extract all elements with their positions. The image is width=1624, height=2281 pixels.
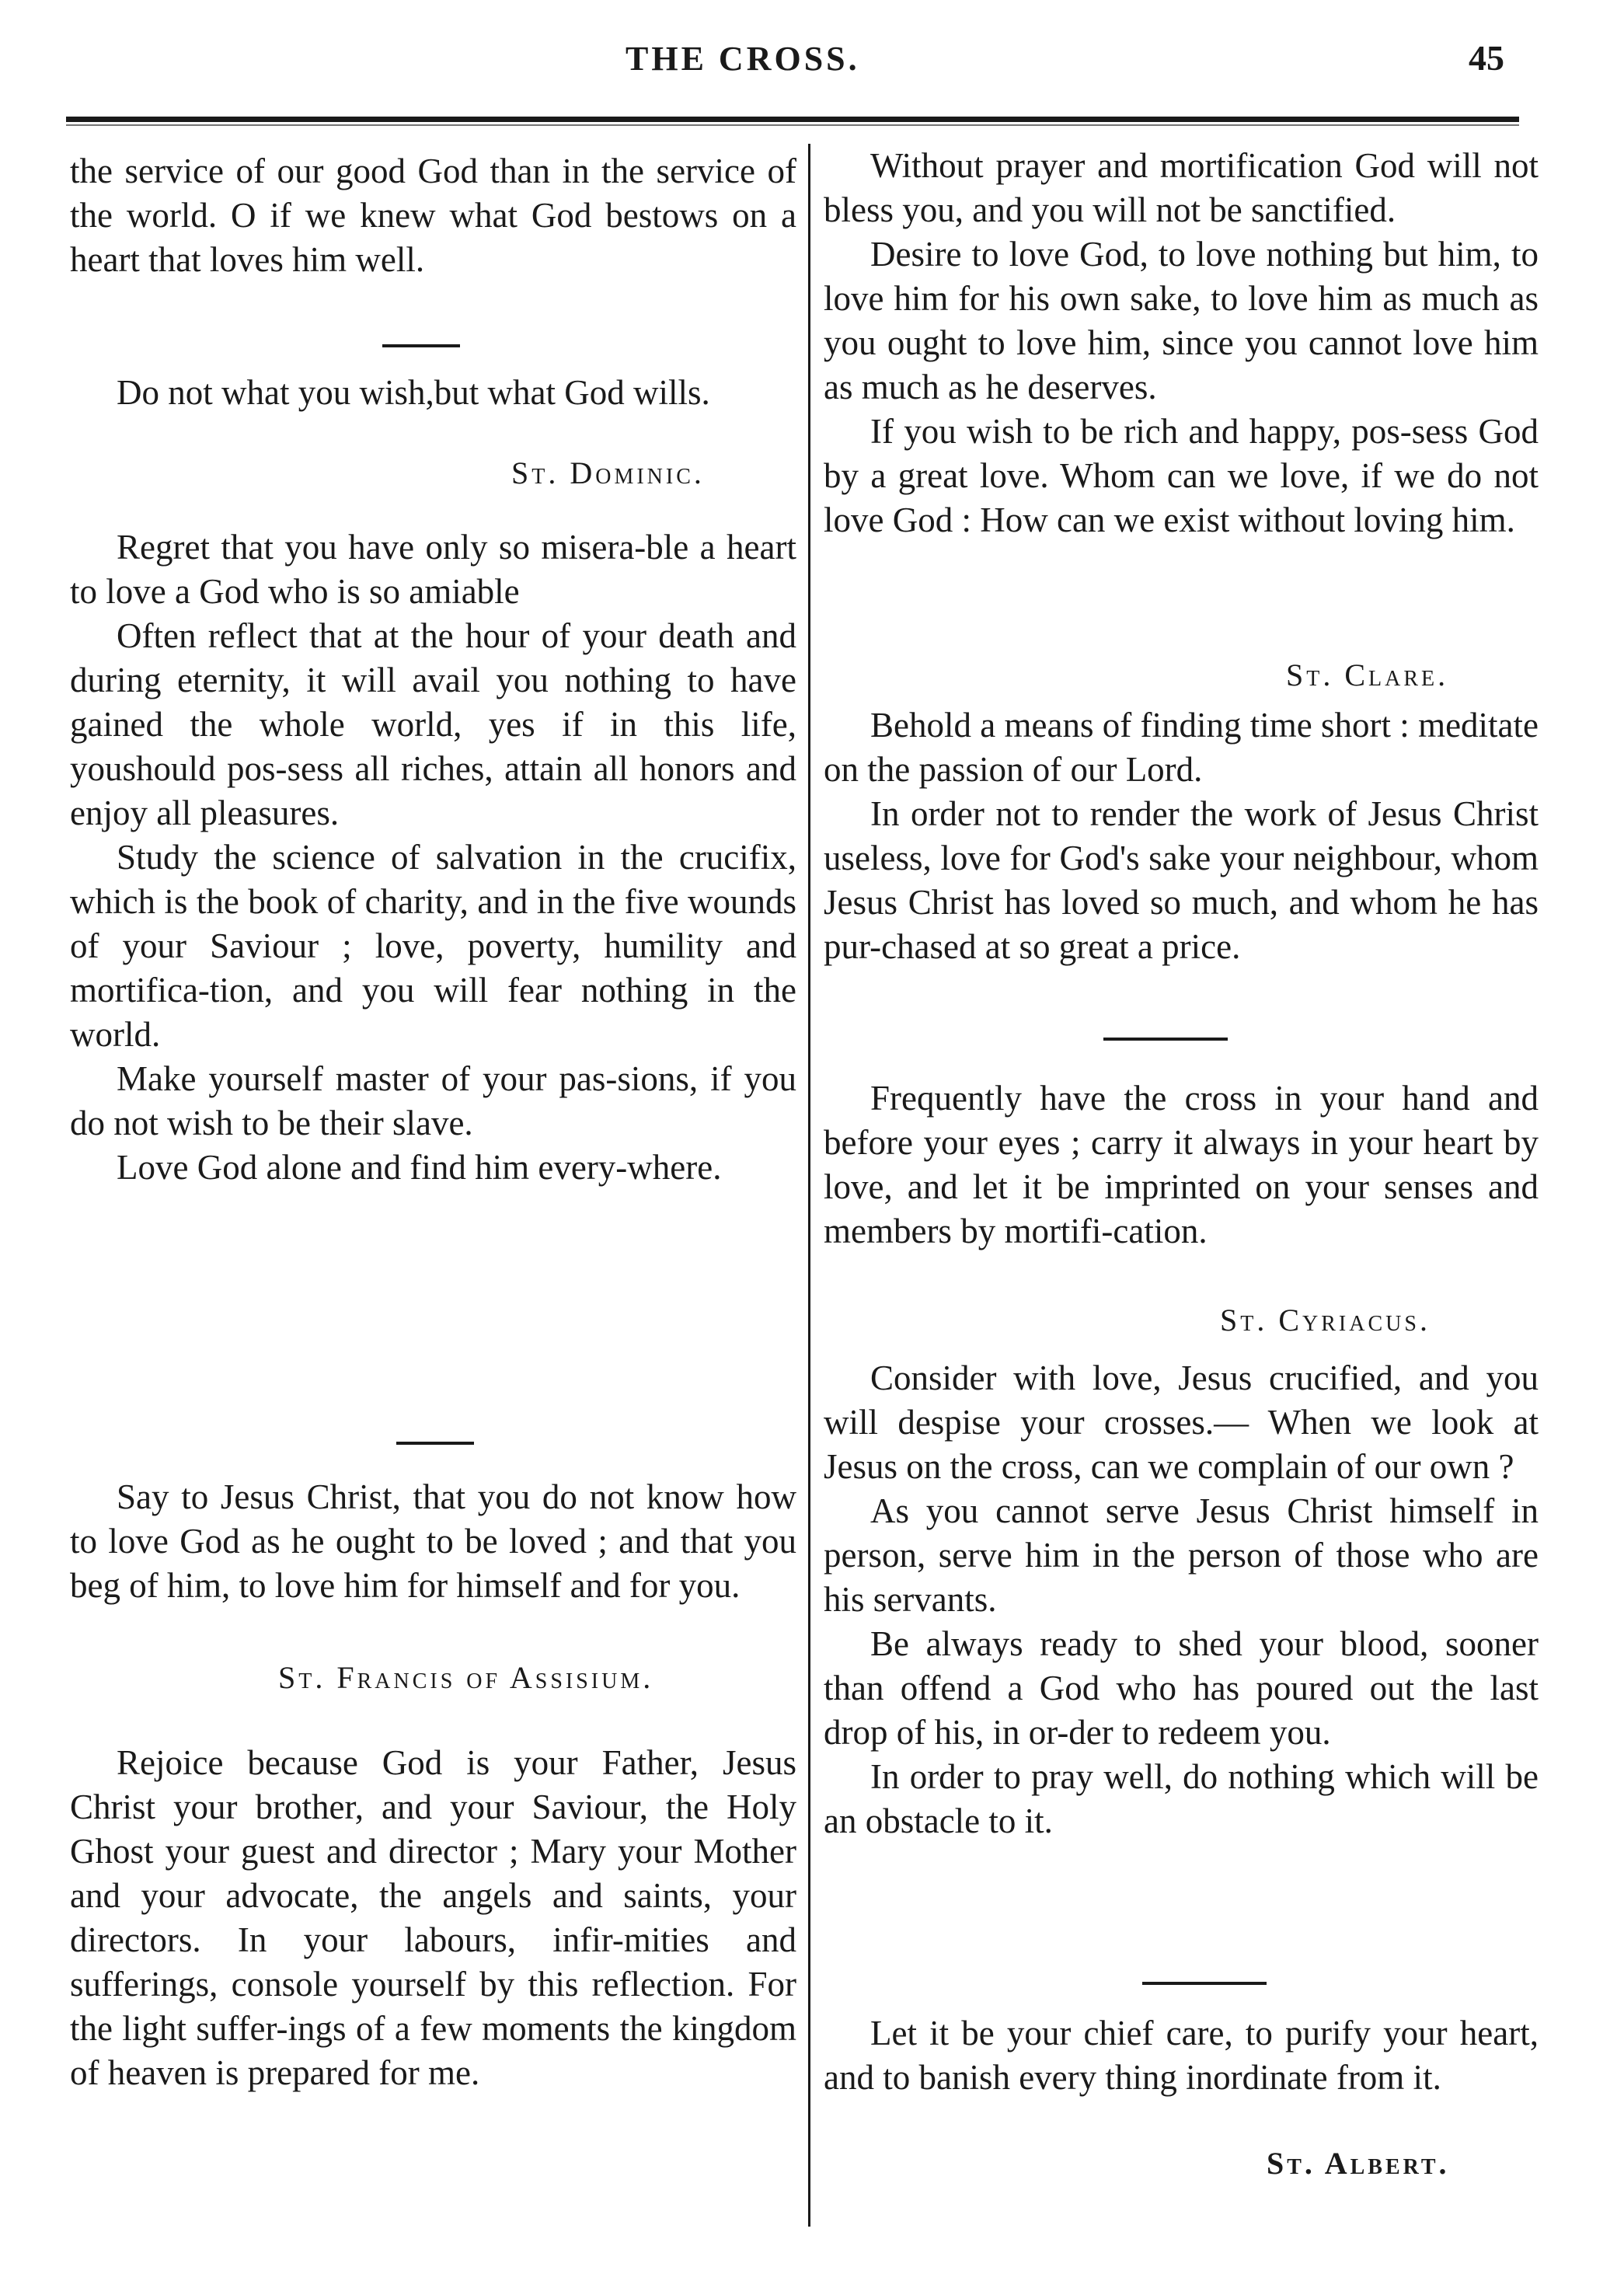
left-p1: the service of our good God than in the service of the world. O if we knew what God bestows on a heart that loves him well.	[70, 152, 796, 279]
attribution-cyriacus: St. Cyriacus.	[1220, 1303, 1431, 1338]
left-p2: Do not what you wish,but what God wills.	[117, 373, 710, 412]
running-title: THE CROSS.	[626, 40, 860, 78]
left-p8: Say to Jesus Christ, that you do not know how to love God as he ought to be loved ; and that you beg of him, to love him for himself and for you.	[70, 1477, 796, 1605]
right-p8: As you cannot serve Jesus Christ himself in person, serve him in the person of those who are his servants.	[824, 1491, 1539, 1619]
right-p4: Behold a means of finding time short : meditate on the passion of our Lord.	[824, 706, 1539, 789]
right-p11: Let it be your chief care, to purify your heart, and to banish every thing inordinate from it.	[824, 2014, 1539, 2097]
section-rule	[396, 1442, 474, 1445]
left-p7: Love God alone and find him every-where.	[117, 1148, 722, 1187]
left-p4: Often reflect that at the hour of your death and during eternity, it will avail you nothing to have gained the whole world, yes if in this life, youshould pos-sess all riches, attain all honors and enjoy all pleasures.	[70, 616, 796, 832]
right-p7: Consider with love, Jesus crucified, and you will despise your crosses.— When we look at Jesus on the cross, can we complain of our own ?	[824, 1358, 1539, 1486]
left-paragraph	[70, 149, 796, 282]
attribution-clare: St. Clare.	[1286, 657, 1449, 692]
right-paragraph-group	[824, 144, 1539, 542]
left-p6: Make yourself master of your pas-sions, if you do not wish to be their slave.	[70, 1059, 796, 1142]
right-p3: If you wish to be rich and happy, pos-sess God by a great love. Whom can we love, if we do not love God : How can we exist without loving him.	[824, 412, 1539, 539]
right-p1: Without prayer and mortification God will not bless you, and you will not be sanctified.	[824, 146, 1539, 229]
right-paragraph-group	[824, 703, 1539, 969]
section-rule	[382, 344, 460, 347]
right-p5: In order not to render the work of Jesus Christ useless, love for God's sake your neighbour, whom Jesus Christ has loved so much, and whom he has pur-chased at so great a price.	[824, 794, 1539, 966]
attribution-dominic: St. Dominic.	[511, 455, 705, 490]
left-paragraph-group	[70, 525, 796, 1190]
page-number: 45	[1469, 38, 1504, 78]
left-p5: Study the science of salvation in the crucifix, which is the book of charity, and in the five wounds of your Saviour ; love, poverty, humility and mortifica-tion, and you will fear nothing in the world.	[70, 838, 796, 1054]
left-paragraph	[70, 1741, 796, 2095]
right-p9: Be always ready to shed your blood, sooner than offend a God who has poured out the last drop of his, in or-der to redeem you.	[824, 1624, 1539, 1752]
right-paragraph-group	[824, 1356, 1539, 1843]
left-p3: Regret that you have only so misera-ble a heart to love a God who is so amiable	[70, 528, 796, 611]
section-rule	[1103, 1038, 1228, 1041]
left-paragraph	[70, 371, 796, 415]
right-paragraph	[824, 2011, 1539, 2100]
attribution-francis: St. Francis of Assisium.	[278, 1660, 654, 1695]
left-p9: Rejoice because God is your Father, Jesus Christ your brother, and your Saviour, the Holy Ghost your guest and director ; Mary your Mother and your advocate, the angels and saints, your directors. In your labours, infir-mities and sufferings, console yourself by this reflection. For the light suffer-ings of a few moments the kingdom of heaven is prepared for me.	[70, 1743, 796, 2092]
header-rule	[66, 117, 1519, 122]
left-paragraph	[70, 1475, 796, 1608]
section-rule	[1142, 1982, 1267, 1985]
right-p10: In order to pray well, do nothing which will be an obstacle to it.	[824, 1757, 1539, 1840]
attribution-albert: St. Albert.	[1267, 2146, 1450, 2181]
right-paragraph	[824, 1076, 1539, 1254]
right-p2: Desire to love God, to love nothing but him, to love him for his own sake, to love him as much as you ought to love him, since you cannot love him as much as he deserves.	[824, 235, 1539, 406]
column-divider	[808, 144, 810, 2227]
right-p6: Frequently have the cross in your hand and before your eyes ; carry it always in your heart by love, and let it be imprinted on your senses and members by mortifi-cation.	[824, 1079, 1539, 1250]
page-header	[0, 0, 1624, 117]
header-rule-thin	[66, 124, 1519, 126]
